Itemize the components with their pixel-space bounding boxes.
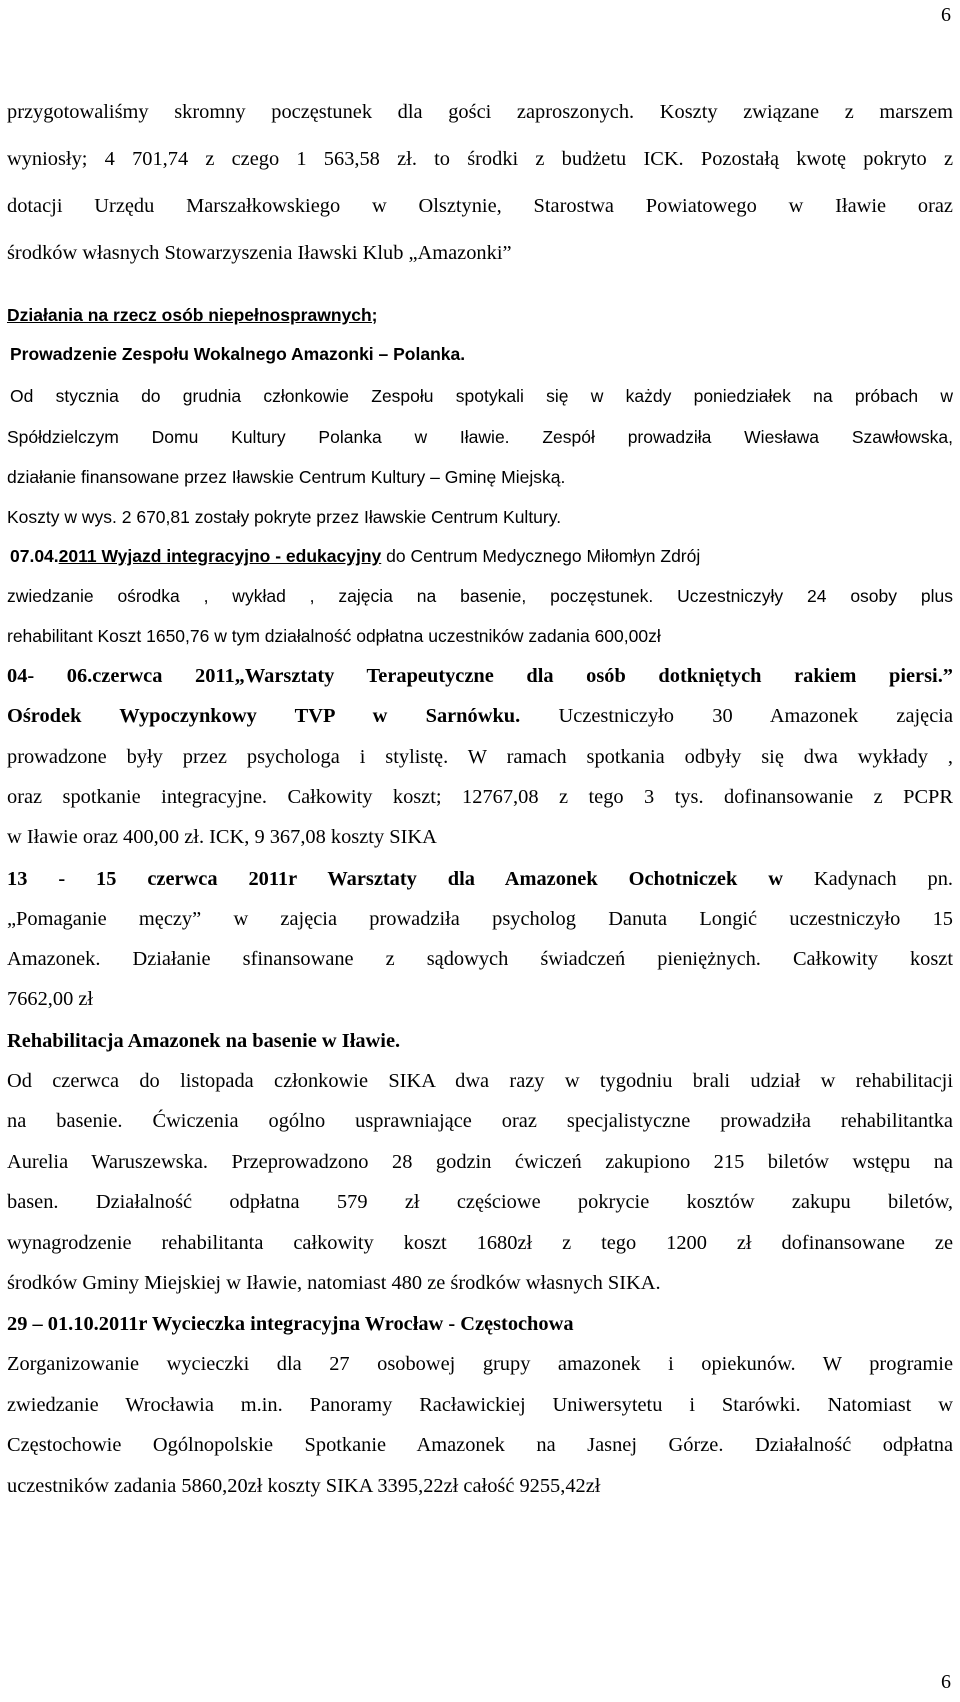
april-event-destination: do Centrum Medycznego Miłomłyn Zdrój	[381, 546, 701, 566]
june-workshop-line-2	[7, 704, 953, 728]
choir-line-2: Spółdzielczym Domu Kultury Polanka w Iławie. Zespół prowadziła Wiesława Szawłowska,	[7, 427, 953, 447]
rehab-line-3: Aurelia Waruszewska. Przeprowadzono 28 godzin ćwiczeń zakupiono 215 biletów wstępu na	[7, 1151, 953, 1173]
intro-line-2: wyniosły; 4 701,74 z czego 1 563,58 zł. to środki z budżetu ICK. Pozostałą kwotę pokryto z	[7, 148, 953, 170]
intro-line-1: przygotowaliśmy skromny poczęstunek dla gości zaproszonych. Koszty związane z marszem	[7, 101, 953, 123]
rehab-line-2: na basenie. Ćwiczenia ogólno usprawniające oraz specjalistyczne prowadziła rehabilitantka	[7, 1110, 953, 1132]
rehab-line-4: basen. Działalność odpłatna 579 zł częściowe pokrycie kosztów zakupu biletów,	[7, 1191, 953, 1213]
choir-line-4: Koszty w wys. 2 670,81 zostały pokryte przez Iławskie Centrum Kultury.	[7, 507, 562, 527]
june-workshop-line-5: w Iławie oraz 400,00 zł. ICK, 9 367,08 koszty SIKA	[7, 826, 437, 848]
trip-line-3: Częstochowie Ogólnopolskie Spotkanie Amazonek na Jasnej Górze. Działalność odpłatna	[7, 1434, 953, 1456]
rehab-line-1: Od czerwca do listopada członkowie SIKA dwa razy w tygodniu brali udział w rehabilitacji	[7, 1070, 953, 1092]
april-event-title: 2011 Wyjazd integracyjno - edukacyjny	[58, 546, 382, 566]
volunteer-workshop-line-4: 7662,00 zł	[7, 988, 94, 1010]
june-workshop-title: 04- 06.czerwca 2011„Warsztaty Terapeutyczne dla osób dotkniętych rakiem piersi.”	[7, 665, 953, 687]
section-heading-disabled: Działania na rzecz osób niepełnosprawnych;	[7, 305, 378, 325]
june-workshop-participants: Uczestniczyło 30 Amazonek zajęcia	[520, 705, 953, 727]
april-event-line-1	[10, 544, 956, 568]
rehab-line-6: środków Gminy Miejskiej w Iławie, natomiast 480 ze środków własnych SIKA.	[7, 1272, 661, 1294]
volunteer-workshop-title: 13 - 15 czerwca 2011r Warsztaty dla Amazonek Ochotniczek w	[7, 868, 783, 890]
intro-line-4: środków własnych Stowarzyszenia Iławski Klub „Amazonki”	[7, 242, 512, 264]
rehab-heading: Rehabilitacja Amazonek na basenie w Iławie.	[7, 1030, 401, 1052]
choir-line-1: Od stycznia do grudnia członkowie Zespołu spotykali się w każdy poniedziałek na próbach w	[10, 386, 953, 406]
trip-heading: 29 – 01.10.2011r Wycieczka integracyjna Wrocław - Częstochowa	[7, 1313, 574, 1335]
trip-line-4: uczestników zadania 5860,20zł koszty SIKA 3395,22zł całość 9255,42zł	[7, 1475, 601, 1497]
april-event-line-3: rehabilitant Koszt 1650,76 w tym działalność odpłatna uczestników zadania 600,00zł	[7, 626, 661, 646]
volunteer-workshop-line-2: „Pomaganie męczy” w zajęcia prowadziła psycholog Danuta Longić uczestniczyło 15	[7, 908, 953, 930]
june-workshop-line-3: prowadzone były przez psychologa i stylistę. W ramach spotkania odbyły się dwa wykłady ,	[7, 746, 953, 768]
volunteer-workshop-line-1	[7, 867, 953, 891]
trip-line-2: zwiedzanie Wrocławia m.in. Panoramy Racławickiej Uniwersytetu i Starówki. Natomiast w	[7, 1394, 953, 1416]
april-event-date: 07.04.	[10, 546, 59, 566]
april-event-line-2: zwiedzanie ośrodka , wykład , zajęcia na basenie, poczęstunek. Uczestniczyły 24 osoby plus	[7, 586, 953, 606]
page-number-top: 6	[941, 4, 951, 26]
june-workshop-place: Ośrodek Wypoczynkowy TVP w Sarnówku.	[7, 705, 521, 727]
intro-line-3: dotacji Urzędu Marszałkowskiego w Olsztynie, Starostwa Powiatowego w Iławie oraz	[7, 195, 953, 217]
volunteer-workshop-line-3: Amazonek. Działanie sfinansowane z sądowych świadczeń pieniężnych. Całkowity koszt	[7, 948, 953, 970]
june-workshop-line-4: oraz spotkanie integracyjne. Całkowity koszt; 12767,08 z tego 3 tys. dofinansowanie z PCPR	[7, 786, 953, 808]
page-number-bottom: 6	[941, 1671, 951, 1693]
trip-line-1: Zorganizowanie wycieczki dla 27 osobowej grupy amazonek i opiekunów. W programie	[7, 1353, 953, 1375]
volunteer-workshop-place: Kadynach pn.	[782, 868, 953, 890]
choir-line-3: działanie finansowane przez Iławskie Centrum Kultury – Gminę Miejską.	[7, 467, 566, 487]
rehab-line-5: wynagrodzenie rehabilitanta całkowity koszt 1680zł z tego 1200 zł dofinansowane ze	[7, 1232, 953, 1254]
section-subheading-choir: Prowadzenie Zespołu Wokalnego Amazonki – Polanka.	[10, 344, 466, 364]
